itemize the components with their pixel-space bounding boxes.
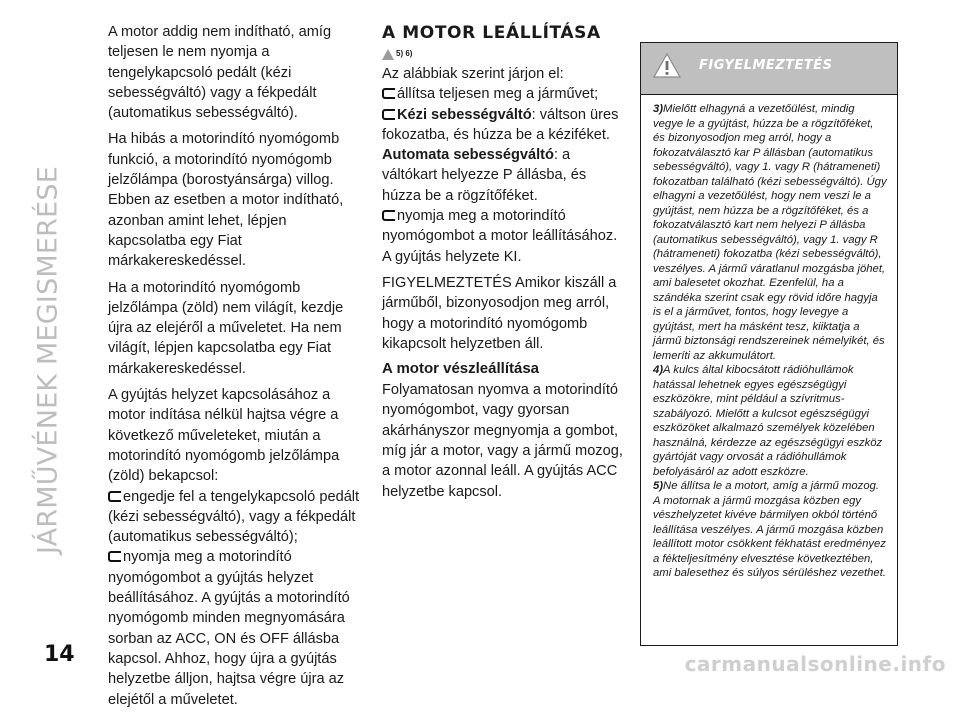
bullet-icon [382, 88, 395, 99]
list-item-text: állítsa teljesen meg a járművet; [397, 86, 599, 103]
warning-text: Mielőtt elhagyná a vezetőülést, mindig vegye le a gyújtást, húzza be a rögzítőféket, és bizonyosodjon meg arról, hogy a fokozatválasztó kar P állásban (automatikus sebességváltó), vagy 1. vagy R (hátrameneti) fokozatban található (kézi sebességváltó). Úgy elhagyni a vezetőülést, hogy nem veszi le a gyújtást, nem húzza be a rögzítőféket, és a fokozatválasztó kart nem helyezi P állásba (automatikus sebességváltó), vagy 1. vagy R (hátrameneti) fokozatba (kézi sebességváltó), veszélyes. A jármű váratlanul mozgásba jöhet, ami balesetet okozhat. Ezenfelül, ha a szándéka szerint csak egy rövid időre hagyja is el a járművet, fontos, hogy levegye a gyújtást, mert ha másként tesz, kiiktatja a jármű biztonsági rendszereinek némelyikét, és lemeríti az akkumulátort. [653, 103, 887, 362]
warning-item [653, 479, 887, 581]
page-number: 14 [44, 642, 75, 667]
warning-triangle-icon [382, 49, 394, 60]
label-bold: Kézi sebességváltó [397, 106, 532, 123]
paragraph: FIGYELMEZTETÉS Amikor kiszáll a járműből, bizonyosodjon meg arról, hogy a motorindító nyomógomb kikapcsolt helyzetben áll. [382, 274, 617, 352]
list-item [108, 547, 360, 709]
paragraph: Ha a motorindító nyomógomb jelzőlámpa (zöld) nem világít, kezdje újra az elejéről a műveletet. Ha nem világít, lépjen kapcsolatba egy Fiat márkakereskedéssel. [108, 279, 344, 377]
warning-box-title: FIGYELMEZTETÉS [699, 58, 833, 73]
list-item-text: nyomja meg a motorindító nyomógombot a motor leállításához. A gyújtás helyzete KI. [382, 208, 618, 265]
list-item [108, 487, 360, 548]
bullet-icon [108, 491, 121, 502]
bullet-icon [108, 551, 121, 562]
left-text-column [108, 22, 360, 716]
warning-references [382, 46, 626, 62]
list-item [382, 206, 626, 267]
warning-triangle-icon [653, 53, 681, 78]
list-item-text: engedje fel a tengelykapcsoló pedált (kézi sebességváltó), vagy a fékpedált (automatikus sebességváltó); [108, 488, 360, 546]
section-side-title: JÁRMŰVÉNEK MEGISMERÉSE [32, 165, 64, 555]
warning-number: 4) [653, 364, 664, 376]
paragraph-text: : a váltókart helyezze P állásba, és húzza be a rögzítőféket. [382, 147, 587, 204]
list-item [382, 105, 626, 146]
paragraph: Folyamatosan nyomva a motorindító nyomógombot, vagy gyorsan akárhányszor megnyomja a gombot, míg jár a motor, vagy a jármű mozog, a motor azonnal leáll. A gyújtás ACC helyzetbe kapcsol. [382, 382, 623, 500]
warning-text: A kulcs által kibocsátott rádióhullámok hatással lehetnek egyes egészségügyi eszközökre, mint például a szívritmus-szabályozó. Mielőtt a kulcsot egészségügyi eszközöket alkalmazó személyek közelében használná, kérdezze az egészségügyi eszköz gyártóját vagy orvosát a rádióhullámok befolyásáról az adott eszközre. [653, 364, 883, 478]
watermark: carmanualsonline.info [684, 652, 946, 676]
warning-text: Ne állítsa le a motort, amíg a jármű mozog. A motornak a jármű mozgása közben egy vészhelyzetet kivéve bármilyen okból történő leállítása veszélyes. A jármű mozgása közben leállított motor csökkent fékhatást eredményez a fékteljesítmény elvesztése következtében, ami balesethez és súlyos sérüléshez vezethet. [653, 480, 886, 579]
reference-numbers: 5) 6) [396, 49, 413, 58]
warning-number: 5) [653, 480, 664, 492]
section-heading: A MOTOR LEÁLLÍTÁSA [382, 23, 601, 43]
warning-box [640, 42, 898, 646]
bullet-icon [382, 109, 395, 120]
list-item [382, 84, 626, 104]
warning-item [653, 363, 887, 479]
label-bold: Automata sebességváltó [382, 147, 554, 164]
paragraph [108, 385, 360, 486]
middle-text-column [382, 22, 626, 508]
warning-item [653, 102, 887, 363]
list-item-text: nyomja meg a motorindító nyomógombot a gyújtás helyzet beállításához. A gyújtás a motorindító nyomógomb minden megnyomására sorban az ACC, ON és OFF állásba kapcsol. Ahhoz, hogy újra a gyújtás helyzetbe álljon, hajtsa végre újra az elejétől a műveletet. [108, 549, 350, 708]
paragraph: Ha hibás a motorindító nyomógomb funkció, a motorindító nyomógomb jelzőlámpa (borostyánsárga) villog. Ebben az esetben a motor indítható, azonban amint lehet, lépjen kapcsolatba egy Fiat márkakereskedéssel. [108, 131, 344, 270]
paragraph-text: A gyújtás helyzet kapcsolásához a motor indítása nélkül hajtsa végre a következő műveleteket, miután a motorindító nyomógomb jelzőlámpa (zöld) bekapcsol: [108, 387, 340, 485]
paragraph [382, 145, 626, 206]
paragraph: A motor addig nem indítható, amíg teljesen le nem nyomja a tengelykapcsoló pedált (kézi sebességváltó) vagy a fékpedált (automatikus sebességváltó). [108, 24, 332, 122]
list-item-text: : váltson üres fokozatba, és húzza be a kéziféket. [382, 106, 619, 143]
paragraph: Az alábbiak szerint járjon el: [382, 66, 564, 82]
warning-box-header [641, 43, 897, 95]
warning-box-body [641, 95, 897, 581]
warning-number: 3) [653, 103, 664, 115]
subsection-heading: A motor vészleállítása [382, 360, 540, 378]
bullet-icon [382, 210, 395, 221]
